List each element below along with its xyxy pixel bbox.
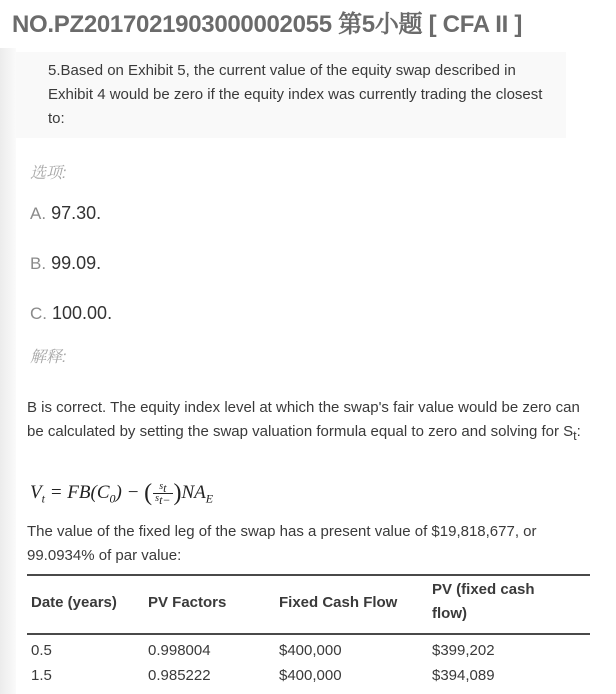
table-cell: 0.998004 bbox=[148, 642, 211, 659]
table-cell: 1.5 bbox=[31, 667, 52, 684]
formula-na: NA bbox=[181, 481, 206, 503]
table-header-pv-factors: PV Factors bbox=[148, 594, 227, 611]
formula-minus: ) − bbox=[115, 481, 145, 503]
table-header-pv-fixed: PV (fixed cash flow) bbox=[432, 581, 535, 622]
formula-v: V bbox=[30, 481, 42, 503]
left-edge-shade bbox=[0, 48, 16, 694]
table-cell: $394,089 bbox=[432, 667, 495, 684]
swap-valuation-formula bbox=[30, 480, 213, 507]
options-label: 选项: bbox=[30, 165, 67, 182]
option-b[interactable] bbox=[30, 253, 101, 274]
option-value: 97.30. bbox=[51, 203, 102, 223]
option-a[interactable] bbox=[30, 203, 101, 224]
page-title: NO.PZ2017021903000002055 第5小题 [ CFA II ] bbox=[12, 11, 523, 38]
punctuation: : bbox=[576, 423, 581, 440]
formula-sub: E bbox=[205, 491, 214, 506]
explanation-text: B is correct. The equity index level at which the swap's fair value would be zero can be calculated by setting the swap valuation formula equal to zero and solving for S bbox=[27, 399, 580, 440]
option-value: 99.09. bbox=[51, 253, 102, 273]
fixed-leg-text: The value of the fixed leg of the swap has a present value of $19,818,677, or 99.0934% of par value: bbox=[27, 523, 537, 564]
formula-fb: = FB(C bbox=[44, 481, 110, 503]
table-header-date: Date (years) bbox=[31, 594, 117, 611]
table-cell: 0.5 bbox=[31, 642, 52, 659]
option-letter: B. bbox=[30, 254, 47, 273]
fraction-denominator: $s_{t-}$ bbox=[155, 493, 171, 507]
option-letter: C. bbox=[30, 304, 47, 323]
formula-sub: 0 bbox=[109, 491, 116, 506]
formula-sub: t bbox=[41, 491, 45, 506]
subscript: t bbox=[573, 429, 577, 443]
option-c[interactable] bbox=[30, 303, 112, 324]
question-text: 5.Based on Exhibit 5, the current value of the equity swap described in Exhibit 4 would be zero if the equity index was currently trading the closest to: bbox=[48, 62, 543, 127]
table-header-fixed-cash-flow: Fixed Cash Flow bbox=[279, 594, 398, 611]
explanation-label: 解释: bbox=[30, 349, 67, 366]
table-top-rule bbox=[27, 574, 590, 576]
table-header-rule bbox=[27, 633, 590, 635]
fraction-numerator: $s_t$ bbox=[153, 482, 172, 494]
table-cell: 0.985222 bbox=[148, 667, 211, 684]
explanation-paragraph bbox=[27, 396, 587, 448]
option-letter: A. bbox=[30, 204, 47, 223]
table-cell: $399,202 bbox=[432, 642, 495, 659]
paren-open: ( bbox=[144, 480, 153, 506]
formula-fraction bbox=[153, 482, 172, 505]
table-cell: $400,000 bbox=[279, 642, 342, 659]
paren-close: ) bbox=[173, 480, 182, 506]
table-cell: $400,000 bbox=[279, 667, 342, 684]
option-value: 100.00. bbox=[52, 303, 113, 323]
